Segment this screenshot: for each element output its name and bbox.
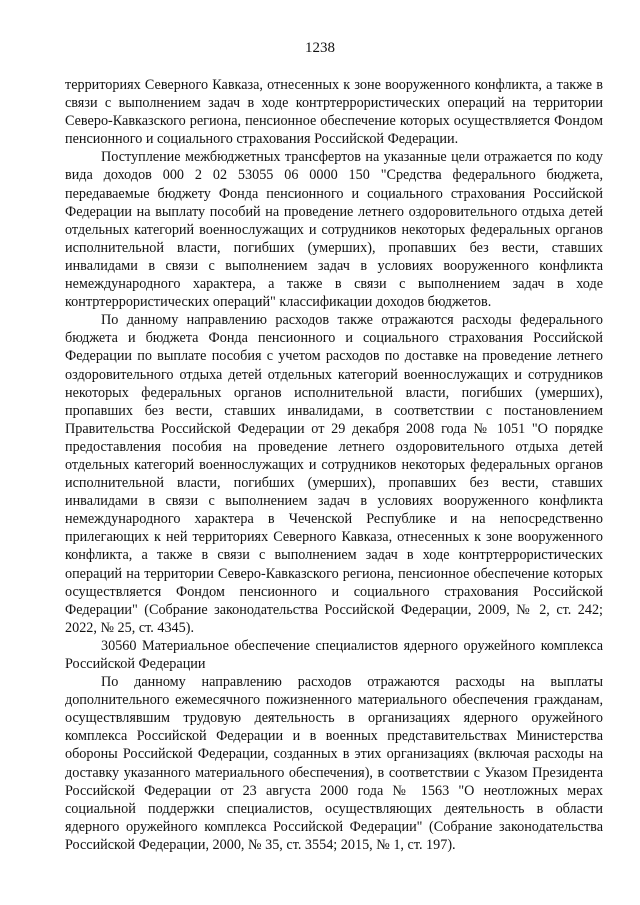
section-heading-30560: 30560 Материальное обеспечение специалистов ядерного оружейного комплекса Российской Федерации <box>65 637 603 672</box>
page-number: 1238 <box>305 40 335 56</box>
paragraph-nuclear-support: По данному направлению расходов отражаются расходы на выплаты дополнительного ежемесячного пожизненного материального обеспечения гражданам, осуществлявшим трудовую деятельность в организациях ядерного оружейного комплекса Российской Федерации и в военных представительствах Министерства обороны Российской Федерации, созданных в этих организациях (включая расходы на доставку указанного материального обеспечения), в соответствии с Указом Президента Российской Федерации от 23 августа 2000 года № 1563 "О неотложных мерах социальной поддержки специалистов, осуществляющих деятельность в области ядерного оружейного комплекса Российской Федерации" (Собрание законодательства Российской Федерации, 2000, № 35, ст. 3554; 2015, № 1, ст. 197). <box>65 674 603 853</box>
paragraph-transfers: Поступление межбюджетных трансфертов на указанные цели отражается по коду вида доходов 000 2 02 53055 06 0000 150 "Средства федерального бюджета, передаваемые бюджету Фонда пенсионного и социального страхования Российской Федерации на выплату пособий на проведение летнего оздоровительного отдыха детей отдельных категорий военнослужащих и сотрудников некоторых федеральных органов исполнительной власти, погибших (умерших), пропавших без вести, ставших инвалидами в связи с выполнением задач в условиях вооруженного конфликта немеждународного характера, а также в связи с выполнением задач в ходе контртеррористических операций" классификации доходов бюджетов. <box>65 149 603 311</box>
document-body <box>65 76 603 854</box>
paragraph-expenses: По данному направлению расходов также отражаются расходы федерального бюджета и бюджета Фонда пенсионного и социального страхования Российской Федерации по выплате пособия с учетом расходов по доставке на проведение летнего оздоровительного отдыха детей отдельных категорий военнослужащих и сотрудников некоторых федеральных органов исполнительной власти, погибших (умерших), пропавших без вести, ставших инвалидами, в соответствии с постановлением Правительства Российской Федерации от 29 декабря 2008 года № 1051 "О порядке предоставления пособия на проведение летнего оздоровительного отдыха детей отдельных категорий военнослужащих и сотрудников некоторых федеральных органов исполнительной власти, погибших (умерших), пропавших без вести, ставших инвалидами в связи с выполнением задач в условиях вооруженного конфликта немеждународного характера в Чеченской Республике и на непосредственно прилегающих к ней территориях Северного Кавказа, отнесенных к зоне вооруженного конфликта, а также в связи с выполнением задач в ходе контртеррористических операций на территории Северо-Кавказского региона, пенсионное обеспечение которых осуществляется Фондом пенсионного и социального страхования Российской Федерации" (Собрание законодательства Российской Федерации, 2009, № 2, ст. 242; 2022, № 25, ст. 4345). <box>65 312 603 636</box>
paragraph-continuation: территориях Северного Кавказа, отнесенных к зоне вооруженного конфликта, а также в связи с выполнением задач в ходе контртеррористических операций на территории Северо-Кавказского региона, пенсионное обеспечение которых осуществляется Фондом пенсионного и социального страхования Российской Федерации. <box>65 77 603 148</box>
